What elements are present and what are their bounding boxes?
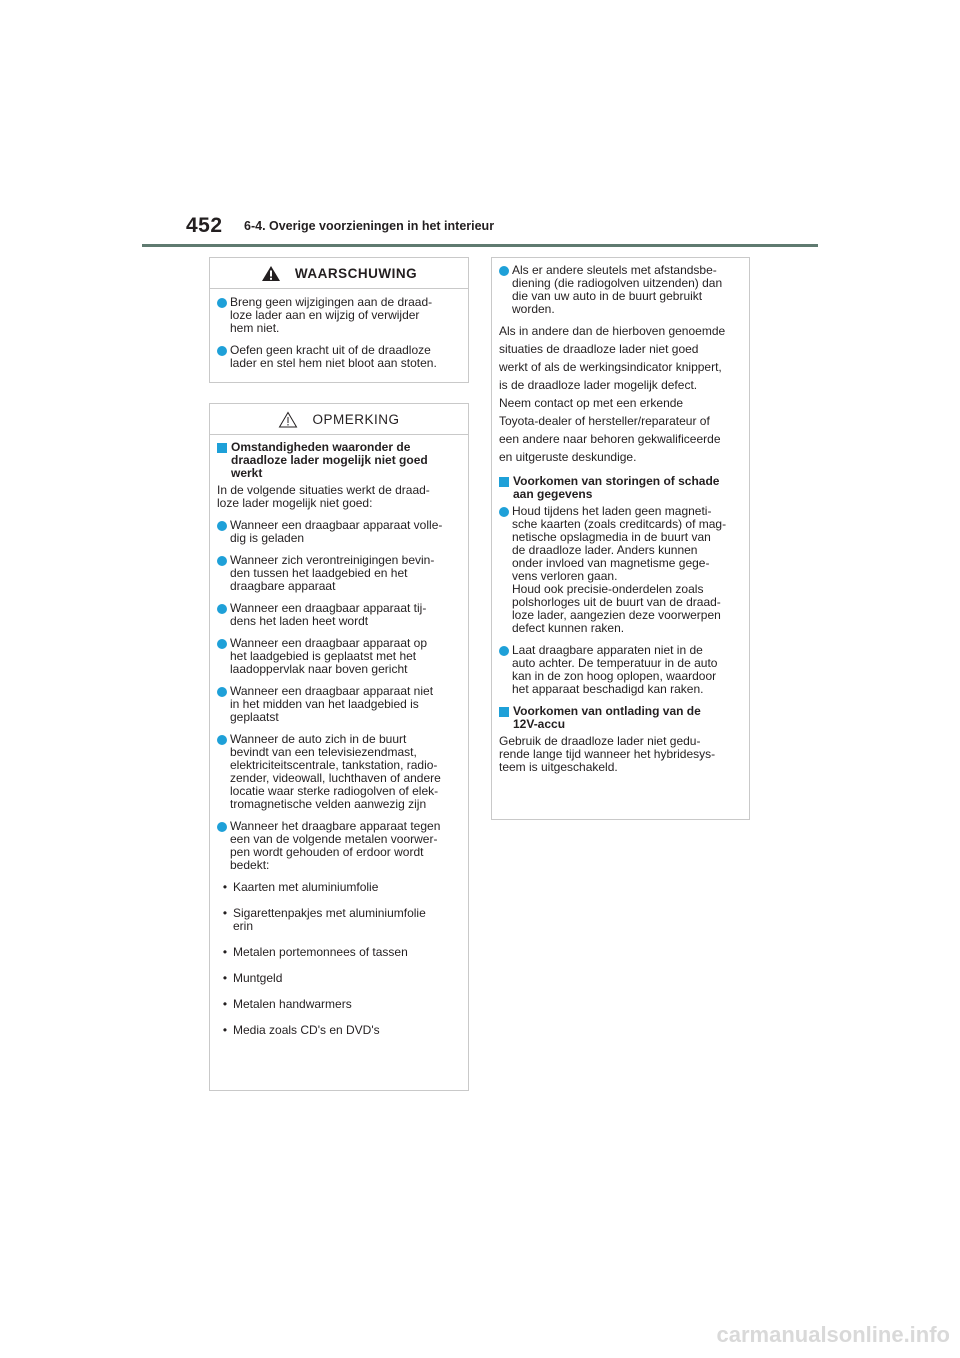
list-item-text: Wanneer de auto zich in de buurt bevindt van een televisiezendmast, elektriciteitscentrale, tankstation, radio- zender, videowall, luchthaven of andere locatie waar sterke radiogolven of elek- tromagnetische velden aanwezig zijn: [230, 732, 441, 811]
sub-list-item: [217, 1024, 461, 1037]
list-item: [217, 685, 461, 724]
dot-marker: •: [222, 997, 228, 1011]
caution-triangle-icon: [278, 411, 298, 428]
bullet-icon: [499, 266, 509, 276]
watermark: carmanualsonline.info: [716, 1322, 950, 1347]
list-item: [217, 820, 461, 872]
sub-list-item: [217, 881, 461, 894]
list-item: [217, 637, 461, 676]
sub-list-item: [217, 946, 461, 959]
warning-triangle-icon: [261, 265, 281, 282]
sub-item-text: Media zoals CD's en DVD's: [233, 1023, 380, 1037]
warning-box: [209, 257, 469, 383]
dot-marker: •: [222, 906, 228, 920]
battery-advice-text: Gebruik de draadloze lader niet gedu- rende lange tijd wanneer het hybridesys- teem is uitgeschakeld.: [499, 734, 716, 774]
bullet-icon: [217, 822, 227, 832]
sub-item-text: Metalen portemonnees of tassen: [233, 945, 408, 959]
list-item: [499, 505, 742, 635]
header-rule: [142, 244, 818, 247]
sub-list-item: [217, 972, 461, 985]
list-item: [217, 554, 461, 593]
bullet-icon: [499, 507, 509, 517]
list-item: [217, 733, 461, 811]
sub-item-text: Metalen handwarmers: [233, 997, 352, 1011]
list-item-text: Wanneer een draagbaar apparaat niet in het midden van het laadgebied is geplaatst: [230, 684, 434, 724]
list-item: [499, 264, 742, 316]
list-item: [217, 296, 461, 335]
bullet-icon: [217, 346, 227, 356]
square-bullet-icon: [499, 707, 509, 717]
bullet-icon: [217, 521, 227, 531]
heading-text: Omstandigheden waaronder de draadloze lader mogelijk niet goed werkt: [231, 440, 428, 480]
page-number: 452: [186, 214, 223, 237]
square-bullet-icon: [217, 443, 227, 453]
list-item-text: Breng geen wijzigingen aan de draad- loze lader aan en wijzig of verwijder hem niet.: [230, 295, 433, 335]
note-header: [210, 404, 468, 435]
sub-item-text: Muntgeld: [233, 971, 283, 985]
list-item-text: Oefen geen kracht uit of de draadloze lader en stel hem niet bloot aan stoten.: [230, 343, 437, 370]
list-item-text: Wanneer een draagbaar apparaat tij- dens het laden heet wordt: [230, 601, 427, 628]
list-item: [217, 344, 461, 370]
section-title: 6-4. Overige voorzieningen in het interieur: [244, 219, 495, 233]
section-heading: [217, 441, 461, 480]
list-item-text: Wanneer een draagbaar apparaat volle- dig is geladen: [230, 518, 443, 545]
list-item: [499, 644, 742, 696]
sub-item-text: Kaarten met aluminiumfolie: [233, 880, 379, 894]
section-heading: [499, 475, 742, 501]
defect-advice-text: Als in andere dan de hierboven genoemde situaties de draadloze lader niet goed werkt of als de werkingsindicator knippert, is de draadloze lader mogelijk defect. Neem contact op met een erkende Toyota-dealer of hersteller/reparateur of een andere naar behoren gekwalificeerde en uitgeruste deskundige.: [499, 324, 726, 464]
sub-list-item: [217, 907, 461, 933]
warning-title: WAARSCHUWING: [294, 265, 418, 281]
note-continuation-box: [491, 257, 750, 820]
list-item: [217, 519, 461, 545]
bullet-icon: [217, 556, 227, 566]
note-box: [209, 403, 469, 1091]
list-item-text: Houd tijdens het laden geen magneti- sche kaarten (zoals creditcards) of mag- netische opslagmedia in de buurt van de draadloze lader. Anders kunnen onder invloed van magnetisme gege- vens verloren gaan. Houd ook precisie-onderdelen zoals polshorloges uit de buurt van de draad- loze lader, aangezien deze voorwerpen defect kunnen raken.: [512, 504, 727, 635]
heading-text: Voorkomen van ontlading van de 12V-accu: [513, 704, 701, 731]
bullet-icon: [217, 735, 227, 745]
bullet-icon: [217, 298, 227, 308]
list-item: [217, 602, 461, 628]
dot-marker: •: [222, 1023, 228, 1037]
section-heading: [499, 705, 742, 731]
sub-item-text: Sigarettenpakjes met aluminiumfolie erin: [233, 906, 426, 933]
square-bullet-icon: [499, 477, 509, 487]
list-item-text: Wanneer het draagbare apparaat tegen een van de volgende metalen voorwer- pen wordt gehouden of erdoor wordt bedekt:: [230, 819, 441, 872]
list-item-text: Als er andere sleutels met afstandsbe- diening (die radiogolven uitzenden) dan die van uw auto in de buurt gebruikt worden.: [512, 263, 723, 316]
note-title: OPMERKING: [312, 411, 400, 427]
heading-text: Voorkomen van storingen of schade aan gegevens: [513, 474, 720, 501]
bullet-icon: [217, 604, 227, 614]
list-item-text: Wanneer een draagbaar apparaat op het laadgebied is geplaatst met het laadoppervlak naar boven gericht: [230, 636, 428, 676]
bullet-icon: [499, 646, 509, 656]
dot-marker: •: [222, 880, 228, 894]
bullet-icon: [217, 687, 227, 697]
dot-marker: •: [222, 945, 228, 959]
list-item-text: Laat draagbare apparaten niet in de auto achter. De temperatuur in de auto kan in de zon hoog oplopen, waardoor het apparaat beschadigd kan raken.: [512, 643, 718, 696]
intro-text: In de volgende situaties werkt de draad- loze lader mogelijk niet goed:: [217, 483, 430, 510]
bullet-icon: [217, 639, 227, 649]
dot-marker: •: [222, 971, 228, 985]
list-item-text: Wanneer zich verontreinigingen bevin- den tussen het laadgebied en het draagbare apparaat: [230, 553, 435, 593]
warning-header: [210, 258, 468, 289]
sub-list-item: [217, 998, 461, 1011]
